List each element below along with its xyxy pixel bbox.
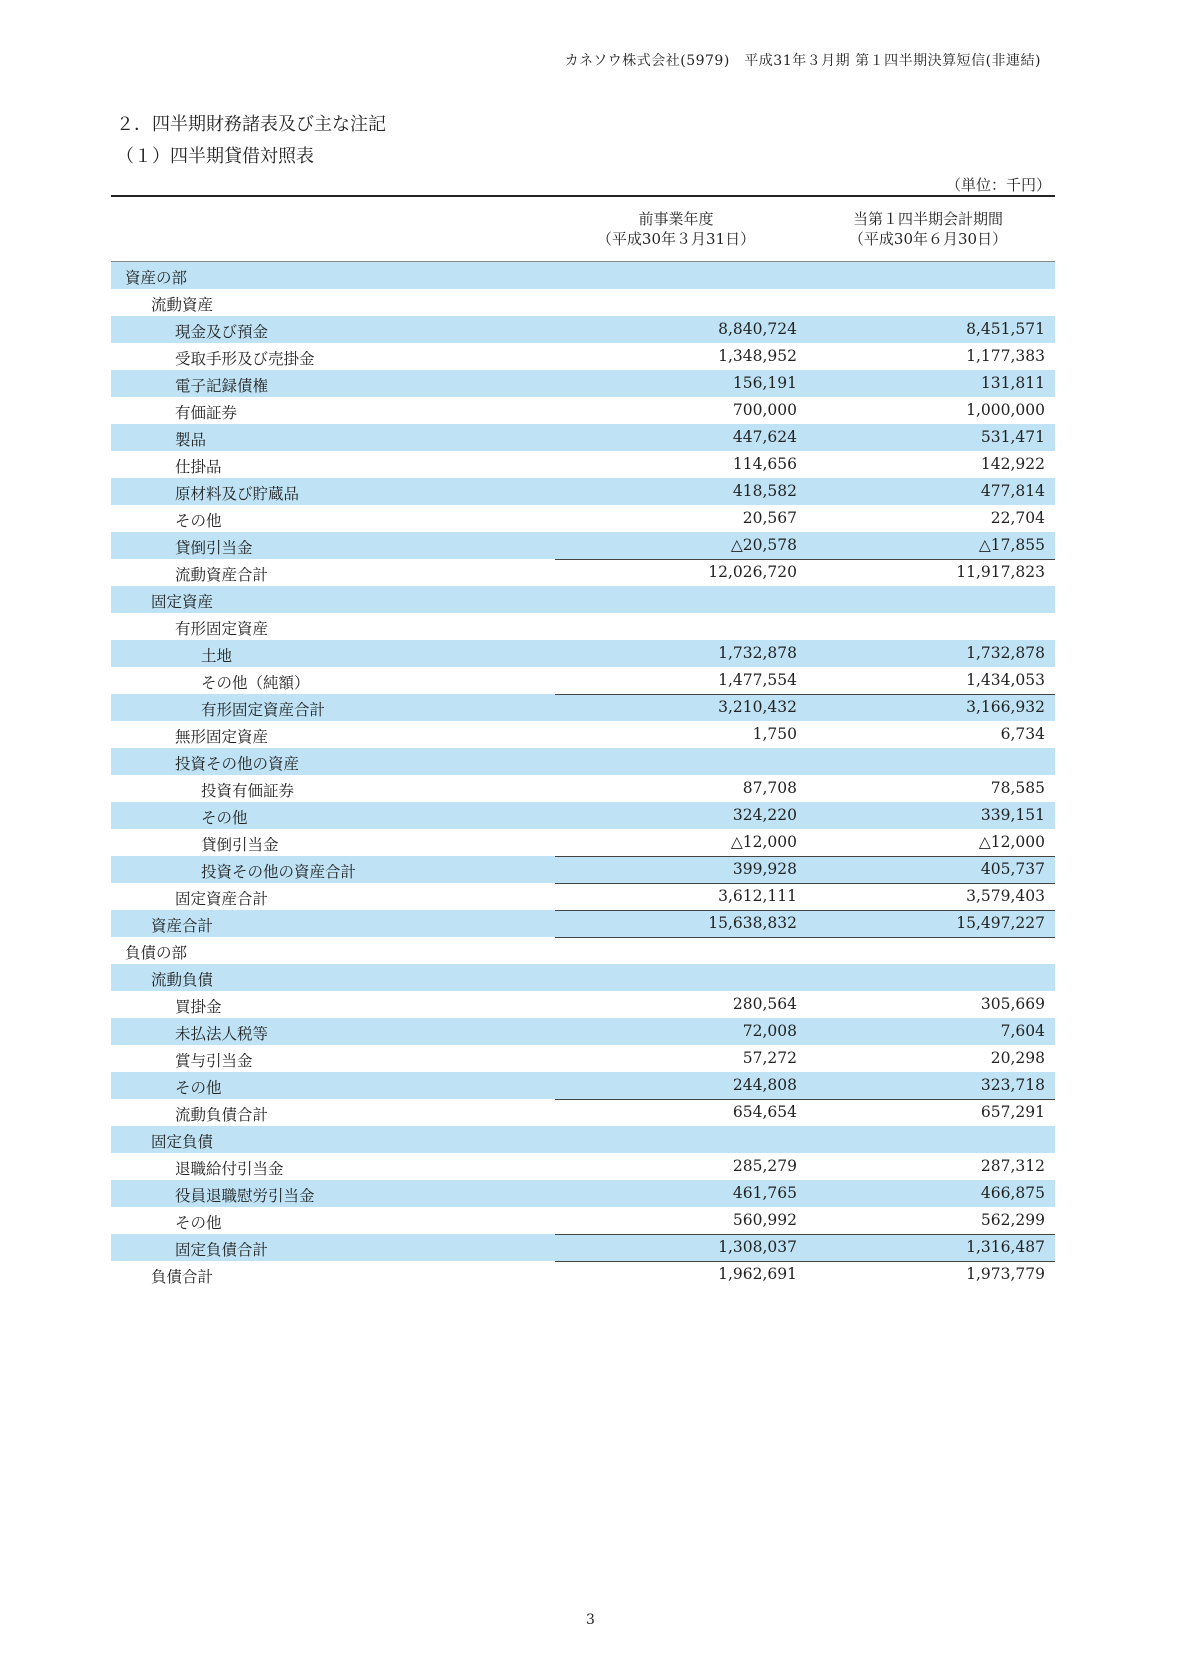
- prev-period-value: 3,612,111: [718, 887, 797, 905]
- curr-period-value: 287,312: [980, 1157, 1045, 1175]
- prev-period-value: 700,000: [732, 401, 797, 419]
- subtotal-rule: [555, 883, 1055, 884]
- curr-period-value: 20,298: [990, 1049, 1045, 1067]
- row-label: その他（純額）: [201, 674, 310, 692]
- curr-period-value: 78,585: [990, 779, 1045, 797]
- row-label: 流動資産: [151, 296, 214, 314]
- table-row: [111, 694, 1055, 721]
- section-title: ２．四半期財務諸表及び主な注記: [116, 114, 386, 135]
- subtotal-rule: [555, 1234, 1055, 1235]
- prev-period-value: 654,654: [732, 1103, 797, 1121]
- row-label: その他: [175, 1079, 222, 1097]
- curr-period-value: 6,734: [1000, 725, 1045, 743]
- table-row: [111, 1045, 1055, 1072]
- row-label: 仕掛品: [175, 458, 222, 476]
- table-row: [111, 289, 1055, 316]
- curr-period-date: （平成30年６月30日）: [848, 230, 1008, 248]
- row-label: 有形固定資産合計: [201, 701, 326, 719]
- table-row: [111, 1018, 1055, 1045]
- row-label: 原材料及び貯蔵品: [175, 485, 300, 503]
- row-label: 流動資産合計: [175, 566, 269, 584]
- row-label: 電子記録債権: [175, 377, 269, 395]
- row-label: その他: [201, 809, 248, 827]
- table-row: [111, 721, 1055, 748]
- row-label: 流動負債合計: [175, 1106, 269, 1124]
- curr-period-value: 657,291: [980, 1103, 1045, 1121]
- row-label: 固定負債: [151, 1133, 214, 1151]
- prev-period-value: 324,220: [732, 806, 797, 824]
- prev-period-value: △20,578: [730, 536, 797, 554]
- curr-period-title: 当第１四半期会計期間: [852, 210, 1003, 228]
- prev-period-value: 114,656: [732, 455, 797, 473]
- prev-period-value: 20,567: [742, 509, 797, 527]
- row-label: 有価証券: [175, 404, 238, 422]
- table-row: [111, 964, 1055, 991]
- prev-period-value: △12,000: [730, 833, 797, 851]
- curr-period-value: 3,579,403: [966, 887, 1045, 905]
- table-row: [111, 1126, 1055, 1153]
- curr-period-value: 562,299: [980, 1211, 1045, 1229]
- table-row: [111, 424, 1055, 451]
- prev-period-value: 244,808: [732, 1076, 797, 1094]
- table-row: [111, 343, 1055, 370]
- prev-period-value: 280,564: [732, 995, 797, 1013]
- prev-period-value: 156,191: [732, 374, 797, 392]
- table-row: [111, 748, 1055, 775]
- row-label: 固定資産合計: [175, 890, 269, 908]
- prev-period-header: [551, 209, 801, 249]
- table-row: [111, 667, 1055, 694]
- row-label: 固定資産: [151, 593, 214, 611]
- prev-period-value: 1,477,554: [718, 671, 797, 689]
- table-row: [111, 532, 1055, 559]
- row-label: 製品: [175, 431, 207, 449]
- prev-period-value: 560,992: [732, 1211, 797, 1229]
- row-label: 流動負債: [151, 971, 214, 989]
- page-number: 3: [586, 1612, 595, 1628]
- table-body: [111, 262, 1055, 1288]
- curr-period-value: 323,718: [980, 1076, 1045, 1094]
- row-label: 投資有価証券: [201, 782, 295, 800]
- row-label: 無形固定資産: [175, 728, 269, 746]
- table-row: [111, 451, 1055, 478]
- row-label: 退職給付引当金: [175, 1160, 284, 1178]
- column-header: [111, 197, 1055, 262]
- table-row: [111, 370, 1055, 397]
- curr-period-value: 305,669: [980, 995, 1045, 1013]
- table-row: [111, 586, 1055, 613]
- curr-period-value: 339,151: [980, 806, 1045, 824]
- curr-period-value: 466,875: [980, 1184, 1045, 1202]
- prev-period-value: 418,582: [732, 482, 797, 500]
- prev-period-value: 1,732,878: [718, 644, 797, 662]
- curr-period-header: [801, 209, 1055, 249]
- table-row: [111, 856, 1055, 883]
- row-label: 未払法人税等: [175, 1025, 269, 1043]
- curr-period-value: 131,811: [980, 374, 1045, 392]
- table-row: [111, 1072, 1055, 1099]
- table-row: [111, 937, 1055, 964]
- curr-period-value: 22,704: [990, 509, 1045, 527]
- row-label: 買掛金: [175, 998, 222, 1016]
- table-row: [111, 478, 1055, 505]
- prev-period-value: 3,210,432: [718, 698, 797, 716]
- document-header: カネソウ株式会社(5979) 平成31年３月期 第１四半期決算短信(非連結): [564, 53, 1041, 69]
- prev-period-value: 72,008: [742, 1022, 797, 1040]
- table-row: [111, 775, 1055, 802]
- prev-period-value: 1,308,037: [718, 1238, 797, 1256]
- subtotal-rule: [555, 1261, 1055, 1262]
- curr-period-value: 477,814: [980, 482, 1045, 500]
- prev-period-title: 前事業年度: [638, 210, 714, 228]
- prev-period-value: 399,928: [732, 860, 797, 878]
- prev-period-value: 57,272: [742, 1049, 797, 1067]
- subtotal-rule: [555, 1099, 1055, 1100]
- row-label: 受取手形及び売掛金: [175, 350, 315, 368]
- table-row: [111, 640, 1055, 667]
- prev-period-value: 87,708: [742, 779, 797, 797]
- subtotal-rule: [555, 910, 1055, 911]
- table-row: [111, 559, 1055, 586]
- row-label: 現金及び預金: [175, 323, 269, 341]
- row-label: 投資その他の資産: [175, 755, 300, 773]
- prev-period-value: 447,624: [732, 428, 797, 446]
- row-label: 負債合計: [151, 1268, 214, 1286]
- balance-sheet-table: [111, 195, 1055, 1288]
- table-row: [111, 883, 1055, 910]
- curr-period-value: 1,000,000: [966, 401, 1045, 419]
- table-row: [111, 1234, 1055, 1261]
- table-row: [111, 1207, 1055, 1234]
- row-label: 投資その他の資産合計: [201, 863, 357, 881]
- table-row: [111, 910, 1055, 937]
- curr-period-value: 405,737: [980, 860, 1045, 878]
- curr-period-value: 8,451,571: [966, 320, 1045, 338]
- table-row: [111, 316, 1055, 343]
- prev-period-value: 12,026,720: [708, 563, 797, 581]
- prev-period-value: 461,765: [732, 1184, 797, 1202]
- table-row: [111, 1153, 1055, 1180]
- prev-period-date: （平成30年３月31日）: [596, 230, 756, 248]
- unit-label: （単位：千円）: [945, 176, 1051, 194]
- curr-period-value: 142,922: [980, 455, 1045, 473]
- row-label: 賞与引当金: [175, 1052, 253, 1070]
- row-label: 資産の部: [125, 269, 188, 287]
- curr-period-value: 7,604: [1000, 1022, 1045, 1040]
- row-label: 貸倒引当金: [175, 539, 253, 557]
- table-row: [111, 505, 1055, 532]
- table-row: [111, 829, 1055, 856]
- prev-period-value: 15,638,832: [708, 914, 797, 932]
- subtotal-rule: [555, 694, 1055, 695]
- table-row: [111, 262, 1055, 289]
- table-row: [111, 991, 1055, 1018]
- curr-period-value: 1,316,487: [966, 1238, 1045, 1256]
- curr-period-value: 11,917,823: [956, 563, 1045, 581]
- row-label: 貸倒引当金: [201, 836, 279, 854]
- curr-period-value: 531,471: [980, 428, 1045, 446]
- table-row: [111, 1261, 1055, 1288]
- prev-period-value: 1,750: [752, 725, 797, 743]
- subtotal-rule: [555, 559, 1055, 560]
- prev-period-value: 8,840,724: [718, 320, 797, 338]
- prev-period-value: 1,962,691: [718, 1265, 797, 1283]
- table-row: [111, 397, 1055, 424]
- row-label: その他: [175, 512, 222, 530]
- row-label: 土地: [201, 647, 233, 665]
- curr-period-value: 1,973,779: [966, 1265, 1045, 1283]
- row-label: 役員退職慰労引当金: [175, 1187, 315, 1205]
- table-row: [111, 802, 1055, 829]
- subsection-title: （１）四半期貸借対照表: [116, 146, 314, 167]
- curr-period-value: 1,177,383: [966, 347, 1045, 365]
- table-row: [111, 1099, 1055, 1126]
- curr-period-value: 1,732,878: [966, 644, 1045, 662]
- table-row: [111, 613, 1055, 640]
- row-label: 固定負債合計: [175, 1241, 269, 1259]
- subtotal-rule: [555, 856, 1055, 857]
- curr-period-value: △17,855: [978, 536, 1045, 554]
- prev-period-value: 285,279: [732, 1157, 797, 1175]
- curr-period-value: 1,434,053: [966, 671, 1045, 689]
- prev-period-value: 1,348,952: [718, 347, 797, 365]
- subtotal-rule: [555, 937, 1055, 938]
- curr-period-value: 3,166,932: [966, 698, 1045, 716]
- row-label: その他: [175, 1214, 222, 1232]
- row-label: 負債の部: [125, 944, 188, 962]
- table-row: [111, 1180, 1055, 1207]
- row-label: 有形固定資産: [175, 620, 269, 638]
- curr-period-value: △12,000: [978, 833, 1045, 851]
- curr-period-value: 15,497,227: [956, 914, 1045, 932]
- row-label: 資産合計: [151, 917, 214, 935]
